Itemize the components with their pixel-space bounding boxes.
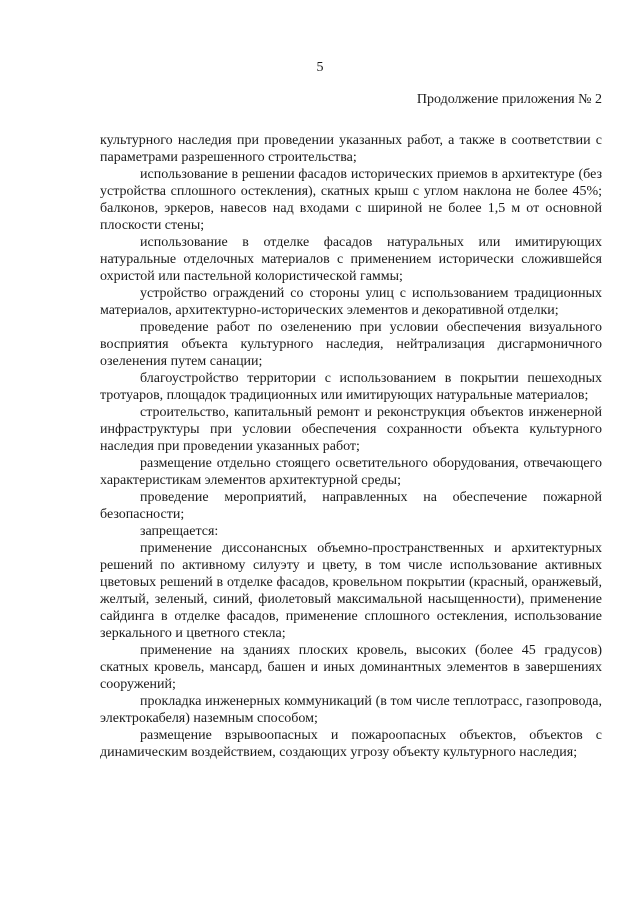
paragraph: культурного наследия при проведении указанных работ, а также в соответствии с параметрами разрешенного строительства; (100, 133, 602, 165)
paragraph: прокладка инженерных коммуникаций (в том числе теплотрасс, газопровода, электрокабеля) наземным способом; (100, 694, 602, 726)
paragraph: применение диссонансных объемно-пространственных и архитектурных решений по активному силуэту и цвету, в том числе использование активных цветовых решений в отделке фасадов, кровельном покрытии (красный, оранжевый, желтый, зеленый, синий, фиолетовый максимальной насыщенности), применение сайдинга в отделке фасадов, применение сплошного остекления, использование зеркального и цветного стекла; (100, 541, 602, 641)
paragraph: размещение отдельно стоящего осветительного оборудования, отвечающего характеристикам элементов архитектурной среды; (100, 456, 602, 488)
paragraph: благоустройство территории с использованием в покрытии пешеходных тротуаров, площадок традиционных или имитирующих натуральные материалов; (100, 371, 602, 403)
paragraph: проведение мероприятий, направленных на обеспечение пожарной безопасности; (100, 490, 602, 522)
paragraph: использование в решении фасадов исторических приемов в архитектуре (без устройства сплошного остекления), скатных крыш с углом наклона не более 45%; балконов, эркеров, навесов над входами с шириной не более 1,5 м от основной плоскости стены; (100, 167, 602, 233)
section-heading-prohibited: запрещается: (140, 524, 219, 539)
paragraph: использование в отделке фасадов натуральных или имитирующих натуральные отделочных материалов с применением исторически сложившейся охристой или пастельной колористической гаммы; (100, 235, 602, 284)
paragraph: устройство ограждений со стороны улиц с использованием традиционных материалов, архитектурно-исторических элементов и декоративной отделки; (100, 286, 602, 318)
paragraph: проведение работ по озеленению при условии обеспечения визуального восприятия объекта культурного наследия, нейтрализация дисгармоничного озеленения путем санации; (100, 320, 602, 369)
paragraph: размещение взрывоопасных и пожароопасных объектов, объектов с динамическим воздействием, создающих угрозу объекту культурного наследия; (100, 728, 602, 760)
paragraph: строительство, капитальный ремонт и реконструкция объектов инженерной инфраструктуры при условии обеспечения сохранности объекта культурного наследия при проведении указанных работ; (100, 405, 602, 454)
document-body (100, 132, 602, 761)
page-number: 5 (316, 60, 324, 75)
appendix-continuation-label: Продолжение приложения № 2 (416, 92, 602, 107)
paragraph: применение на зданиях плоских кровель, высоких (более 45 градусов) скатных кровель, мансард, башен и иных доминантных элементов в завершениях сооружений; (100, 643, 602, 692)
